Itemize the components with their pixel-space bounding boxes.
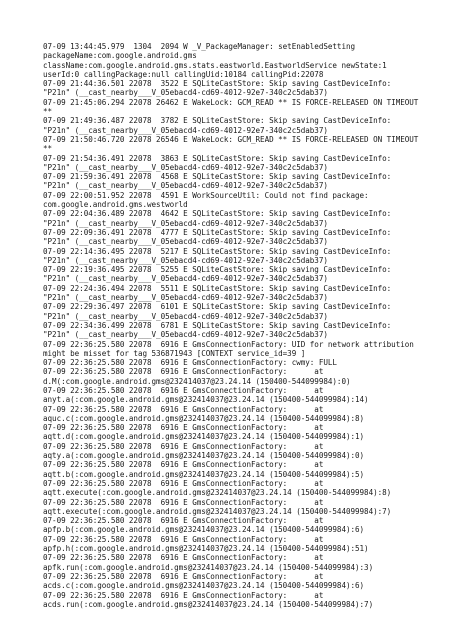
- log-line: 07-09 22:29:36.497 22078 6101 E SQLiteCastStore: Skip saving CastDeviceInfo:: [43, 302, 392, 312]
- log-line: "P21n" (__cast_nearby___V_05ebacd4-cd69-4012-92e7-340c2c5dab37): [43, 237, 328, 247]
- log-line: 07-09 21:59:36.491 22078 4568 E SQLiteCastStore: Skip saving CastDeviceInfo:: [43, 172, 392, 182]
- log-line: 07-09 21:54:36.491 22078 3863 E SQLiteCastStore: Skip saving CastDeviceInfo:: [43, 153, 392, 163]
- log-line: 07-09 22:36:25.580 22078 6916 E GmsConnectionFactory: at: [43, 460, 324, 470]
- log-line: acds.c(:com.google.android.gms@232414037@23.24.14 (150400-544099984):6): [43, 581, 365, 591]
- log-line: 07-09 22:36:25.580 22078 6916 E GmsConnectionFactory: at: [43, 423, 324, 433]
- log-line: aqty.a(:com.google.android.gms@232414037@23.24.14 (150400-544099984):0): [43, 451, 365, 461]
- log-line: 07-09 21:45:06.294 22078 26462 E WakeLock: GCM_READ ** IS FORCE-RELEASED ON TIMEOUT: [43, 97, 419, 107]
- log-line: "P21n" (__cast_nearby___V_05ebacd4-cd69-4012-92e7-340c2c5dab37): [43, 218, 328, 228]
- log-line: "P21n" (__cast_nearby___V_05ebacd4-cd69-4012-92e7-340c2c5dab37): [43, 330, 328, 340]
- log-line: 07-09 13:44:45.979 1304 2094 W _V_PackageManager: setEnabledSetting: [43, 42, 356, 51]
- log-line: "P21n" (__cast_nearby___V_05ebacd4-cd69-4012-92e7-340c2c5dab37): [43, 88, 328, 98]
- log-line: anyt.a(:com.google.android.gms@232414037@23.24.14 (150400-544099984):14): [43, 395, 369, 405]
- log-line: "P21n" (__cast_nearby___V_05ebacd4-cd69-4012-92e7-340c2c5dab37): [43, 125, 328, 135]
- log-line: apfp.h(:com.google.android.gms@232414037@23.24.14 (150400-544099984):51): [43, 544, 369, 554]
- log-line: aqtt.execute(:com.google.android.gms@232414037@23.24.14 (150400-544099984):8): [43, 488, 392, 498]
- log-line: userId:0 callingPackage:null callingUid:10184 callingPid:22078: [43, 69, 324, 79]
- log-line: aquc.c(:com.google.android.gms@232414037@23.24.14 (150400-544099984):8): [43, 413, 365, 423]
- log-line: 07-09 22:36:25.580 22078 6916 E GmsConnectionFactory: at: [43, 553, 324, 563]
- log-line: aqtt.b(:com.google.android.gms@232414037@23.24.14 (150400-544099984):5): [43, 469, 365, 479]
- log-line: 07-09 22:36:25.580 22078 6916 E GmsConnectionFactory: at: [43, 478, 324, 488]
- log-line: 07-09 21:50:46.720 22078 26546 E WakeLock: GCM_READ ** IS FORCE-RELEASED ON TIMEOUT: [43, 134, 419, 144]
- log-line: "P21n" (__cast_nearby___V_05ebacd4-cd69-4012-92e7-340c2c5dab37): [43, 162, 328, 172]
- log-line: apfp.b(:com.google.android.gms@232414037@23.24.14 (150400-544099984):6): [43, 525, 365, 535]
- log-line: aqtt.d(:com.google.android.gms@232414037@23.24.14 (150400-544099984):1): [43, 432, 365, 442]
- log-line: 07-09 22:36:25.580 22078 6916 E GmsConnectionFactory: at: [43, 516, 324, 526]
- log-line: d.M(:com.google.android.gms@232414037@23.24.14 (150400-544099984):0): [43, 376, 351, 386]
- log-line: acds.run(:com.google.android.gms@232414037@23.24.14 (150400-544099984):7): [43, 599, 374, 609]
- log-line: "P21n" (__cast_nearby___V_05ebacd4-cd69-4012-92e7-340c2c5dab37): [43, 274, 328, 284]
- log-line: 07-09 22:24:36.494 22078 5511 E SQLiteCastStore: Skip saving CastDeviceInfo:: [43, 283, 392, 293]
- log-line: **: [43, 144, 53, 154]
- log-line: className:com.google.android.gms.stats.eastworld.EastworldService newState:1: [43, 60, 387, 70]
- log-line: 07-09 21:44:36.501 22078 3522 E SQLiteCastStore: Skip saving CastDeviceInfo:: [43, 79, 392, 89]
- log-line: aqtt.execute(:com.google.android.gms@232414037@23.24.14 (150400-544099984):7): [43, 506, 392, 516]
- log-line: 07-09 22:19:36.495 22078 5255 E SQLiteCastStore: Skip saving CastDeviceInfo:: [43, 265, 392, 275]
- log-line: "P21n" (__cast_nearby___V_05ebacd4-cd69-4012-92e7-340c2c5dab37): [43, 293, 328, 303]
- log-line: 07-09 22:36:25.580 22078 6916 E GmsConnectionFactory: at: [43, 367, 324, 377]
- log-line: 07-09 22:36:25.580 22078 6916 E GmsConnectionFactory: at: [43, 590, 324, 600]
- log-line: 07-09 22:36:25.580 22078 6916 E GmsConnectionFactory: at: [43, 497, 324, 507]
- log-line: 07-09 22:36:25.580 22078 6916 E GmsConnectionFactory: cwmy: FULL: [43, 358, 337, 368]
- log-line: 07-09 21:49:36.487 22078 3782 E SQLiteCastStore: Skip saving CastDeviceInfo:: [43, 116, 392, 126]
- log-line: 07-09 22:36:25.580 22078 6916 E GmsConnectionFactory: at: [43, 404, 324, 414]
- log-line: 07-09 22:04:36.489 22078 4642 E SQLiteCastStore: Skip saving CastDeviceInfo:: [43, 209, 392, 219]
- log-line: 07-09 22:36:25.580 22078 6916 E GmsConnectionFactory: at: [43, 441, 324, 451]
- log-line: 07-09 22:34:36.499 22078 6781 E SQLiteCastStore: Skip saving CastDeviceInfo:: [43, 320, 392, 330]
- log-line: packageName:com.google.android.gms: [43, 51, 197, 61]
- log-line: com.google.android.gms.westworld: [43, 200, 188, 210]
- log-text-block: [43, 42, 463, 609]
- log-line: 07-09 22:09:36.491 22078 4777 E SQLiteCastStore: Skip saving CastDeviceInfo:: [43, 227, 392, 237]
- log-line: 07-09 22:36:25.580 22078 6916 E GmsConnectionFactory: UID for network attribution: [43, 339, 414, 349]
- log-line: "P21n" (__cast_nearby___V_05ebacd4-cd69-4012-92e7-340c2c5dab37): [43, 311, 328, 321]
- log-line: 07-09 22:00:51.952 22078 4591 E WorkSourceUtil: Could not find package:: [43, 190, 369, 200]
- log-line: 07-09 22:36:25.580 22078 6916 E GmsConnectionFactory: at: [43, 571, 324, 581]
- log-line: "P21n" (__cast_nearby___V_05ebacd4-cd69-4012-92e7-340c2c5dab37): [43, 181, 328, 191]
- log-line: might be misset for tag 536871943 [CONTEXT service_id=39 ]: [43, 348, 306, 358]
- log-line: 07-09 22:14:36.495 22078 5217 E SQLiteCastStore: Skip saving CastDeviceInfo:: [43, 246, 392, 256]
- log-line: 07-09 22:36:25.580 22078 6916 E GmsConnectionFactory: at: [43, 385, 324, 395]
- log-line: apfk.run(:com.google.android.gms@232414037@23.24.14 (150400-544099984):3): [43, 562, 374, 572]
- log-line: 07-09 22:36:25.580 22078 6916 E GmsConnectionFactory: at: [43, 534, 324, 544]
- log-line: **: [43, 107, 53, 117]
- log-line: "P21n" (__cast_nearby___V_05ebacd4-cd69-4012-92e7-340c2c5dab37): [43, 255, 328, 265]
